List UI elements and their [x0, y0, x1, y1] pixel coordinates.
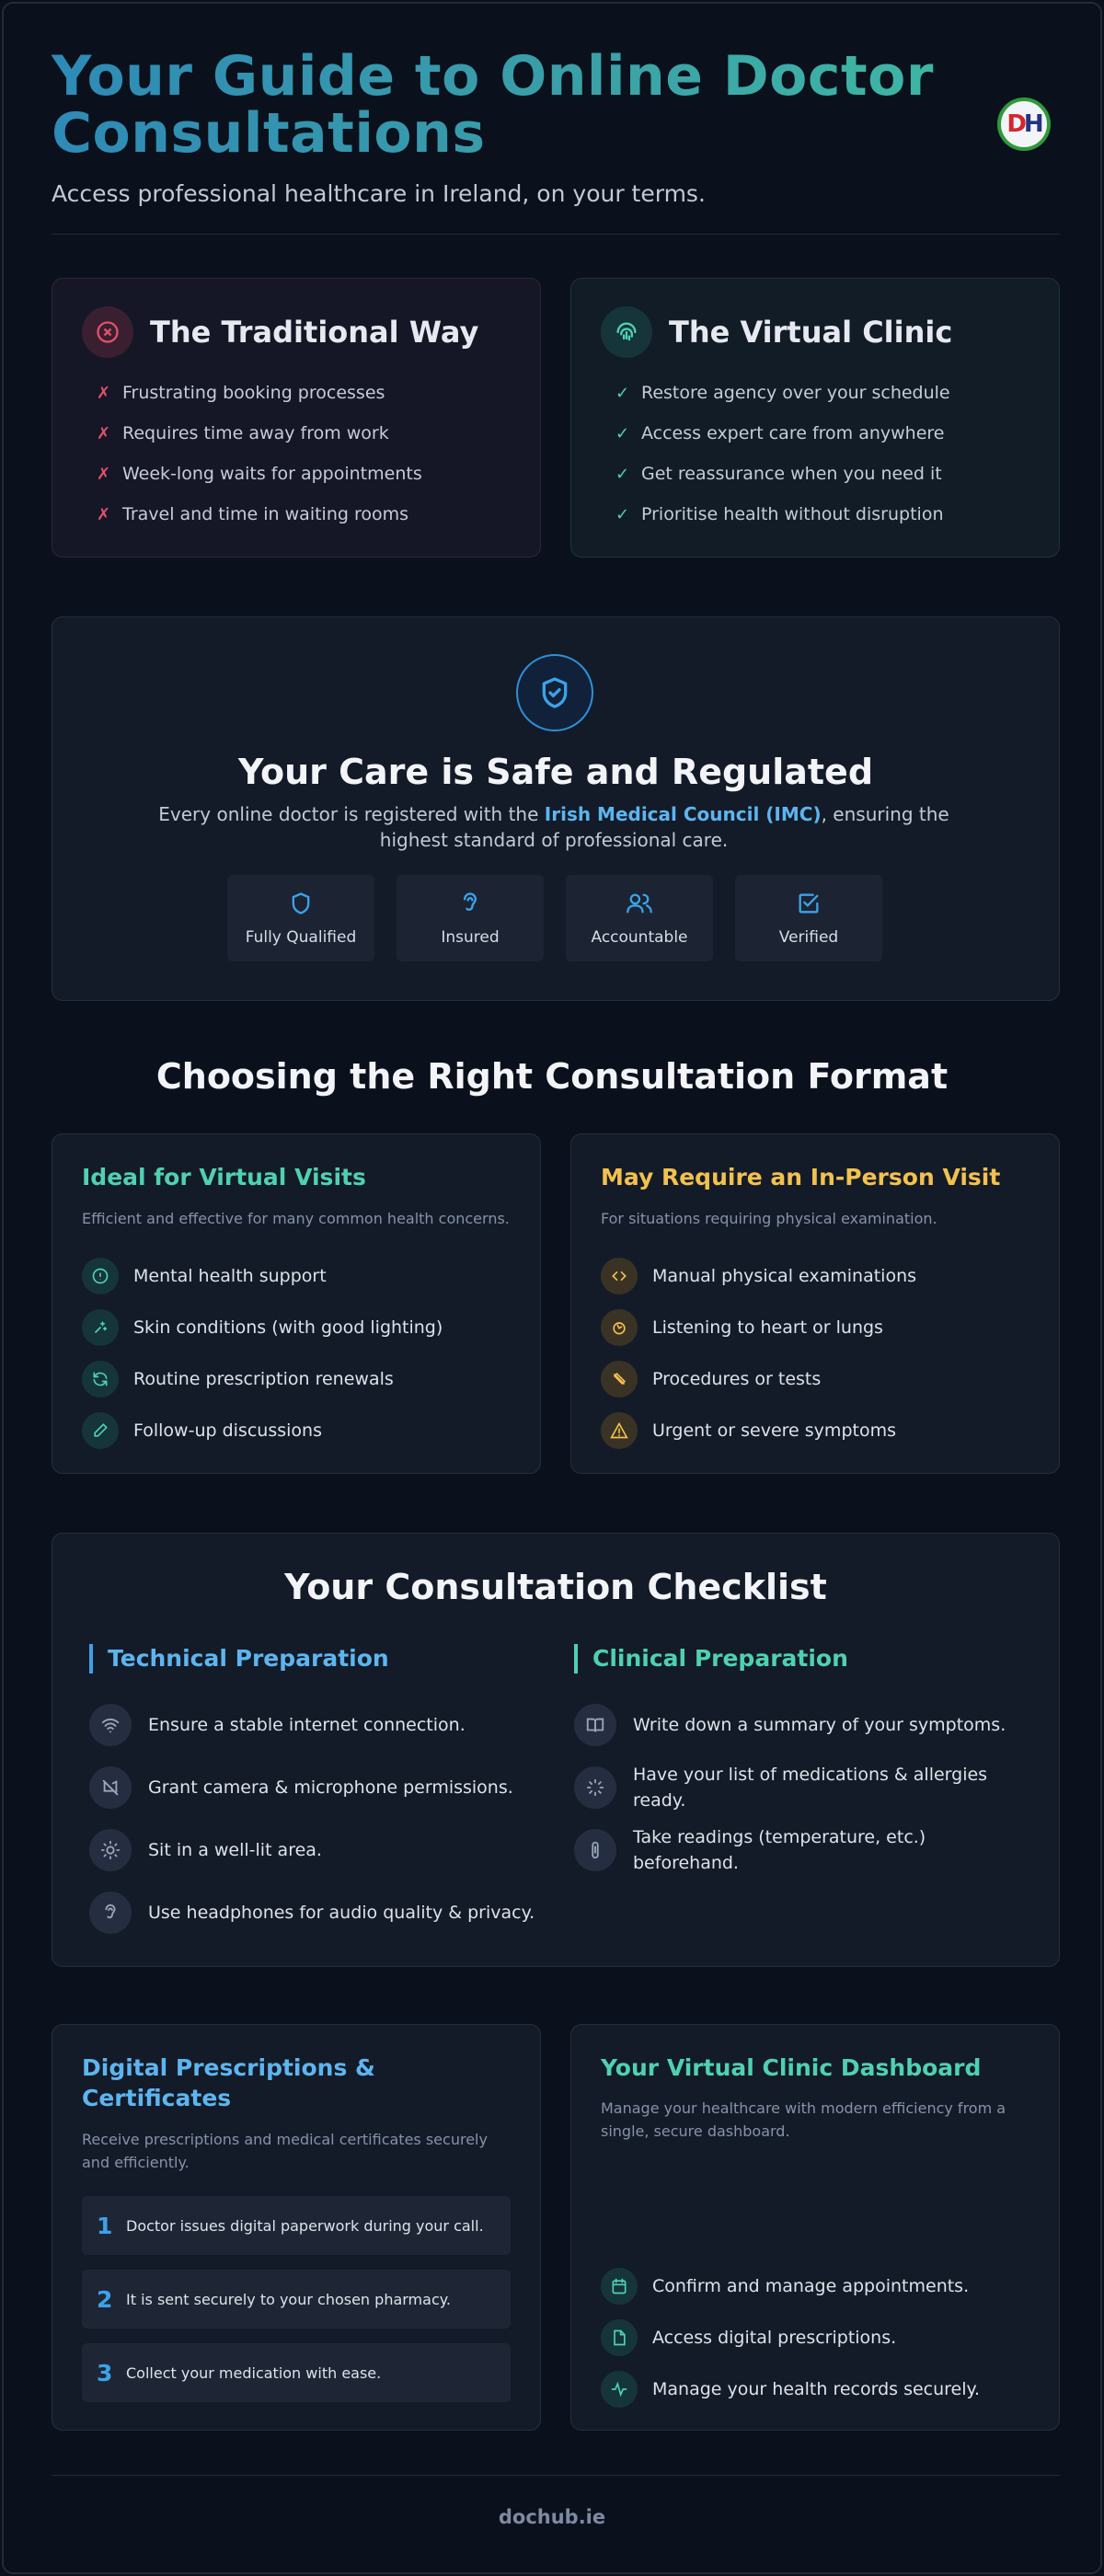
list-item	[601, 2260, 980, 2312]
technical-title: Technical Preparation	[89, 1644, 540, 1673]
list-item-text: Mental health support	[133, 1266, 327, 1286]
badge-verified	[735, 875, 882, 961]
list-item-text: Take readings (temperature, etc.) beforehand.	[633, 1827, 926, 1873]
list-item	[601, 1250, 916, 1302]
safety-text-end: , ensuring the highest standard of professional care.	[379, 803, 949, 851]
stethoscope-icon	[601, 1309, 638, 1346]
check-square-icon	[796, 891, 822, 921]
fingerprint-icon	[601, 306, 652, 358]
step-text: It is sent securely to your chosen pharmacy.	[126, 2290, 452, 2308]
list-item	[601, 1405, 916, 1456]
users-icon	[626, 891, 653, 921]
sun-icon	[89, 1829, 132, 1871]
list-item	[601, 1302, 916, 1353]
thermometer-icon	[574, 1829, 616, 1871]
virtual-clinic-card	[570, 278, 1060, 558]
list-item-text: Ensure a stable internet connection.	[148, 1715, 466, 1735]
page-subtitle: Access professional healthcare in Ireland, on your terms.	[52, 180, 706, 207]
step-item	[82, 2196, 511, 2255]
book-icon	[574, 1704, 616, 1746]
traditional-list	[97, 373, 422, 535]
check-icon: ✓	[615, 504, 630, 524]
check-icon: ✓	[615, 383, 630, 403]
step-item	[82, 2270, 511, 2329]
virtual-visits-title: Ideal for Virtual Visits	[82, 1164, 366, 1190]
list-item	[89, 1819, 540, 1881]
in-person-title: May Require an In-Person Visit	[601, 1164, 1001, 1190]
list-item-text: Grant camera & microphone permissions.	[148, 1777, 513, 1798]
prescriptions-card	[52, 2024, 541, 2431]
list-item	[615, 494, 950, 535]
sparkle-icon	[82, 1309, 119, 1346]
code-icon	[601, 1258, 638, 1294]
list-item	[601, 1353, 916, 1405]
clinical-column	[574, 1644, 1025, 1881]
list-item	[97, 373, 422, 413]
safety-text-start: Every online doctor is registered with the	[158, 803, 545, 825]
formats-title: Choosing the Right Consultation Format	[155, 1056, 949, 1097]
in-person-card	[570, 1133, 1060, 1474]
list-item-text: Listening to heart or lungs	[652, 1317, 883, 1338]
list-item-text: Access digital prescriptions.	[652, 2328, 897, 2348]
cross-icon: ✗	[97, 504, 111, 524]
list-item	[89, 1756, 540, 1819]
cross-icon: ✗	[97, 383, 111, 403]
list-item-text: Confirm and manage appointments.	[652, 2276, 970, 2296]
list-item	[97, 494, 422, 535]
safety-card	[52, 616, 1060, 1001]
x-circle-icon	[82, 306, 133, 358]
list-item	[615, 413, 950, 454]
step-text: Doctor issues digital paperwork during your call.	[126, 2216, 484, 2235]
prescriptions-desc: Receive prescriptions and medical certificates securely and efficiently.	[82, 2131, 488, 2171]
file-icon	[601, 2319, 638, 2356]
technical-column	[89, 1644, 540, 1944]
list-item-text: Frustrating booking processes	[122, 383, 385, 403]
list-item	[89, 1694, 540, 1756]
list-item-text: Get reassurance when you need it	[641, 464, 942, 484]
traditional-way-title: The Traditional Way	[150, 315, 479, 350]
step-item	[82, 2343, 511, 2402]
list-item	[601, 2312, 980, 2363]
virtual-list	[615, 373, 950, 535]
list-item	[574, 1819, 1025, 1881]
wifi-icon	[89, 1704, 132, 1746]
shield-check-icon	[516, 654, 593, 731]
prescriptions-title: Digital Prescriptions & Certificates	[82, 2054, 375, 2111]
virtual-visits-desc: Efficient and effective for many common health concerns.	[82, 1210, 510, 1227]
imc-highlight: Irish Medical Council (IMC)	[544, 803, 822, 825]
list-item-text: Travel and time in waiting rooms	[122, 504, 409, 524]
dashboard-title: Your Virtual Clinic Dashboard	[601, 2054, 982, 2081]
list-item-text: Use headphones for audio quality & privacy.	[148, 1903, 535, 1923]
list-item	[82, 1302, 443, 1353]
list-item-text: Prioritise health without disruption	[641, 504, 944, 524]
badge-label: Verified	[778, 927, 839, 947]
list-item-text: Urgent or severe symptoms	[652, 1420, 896, 1441]
list-item	[97, 454, 422, 494]
safety-title: Your Care is Safe and Regulated	[237, 752, 874, 792]
list-item	[615, 454, 950, 494]
badge-fully-qualified	[227, 875, 374, 961]
list-item	[89, 1881, 540, 1944]
in-person-desc: For situations requiring physical examination.	[601, 1210, 937, 1227]
list-item-text: Routine prescription renewals	[133, 1369, 394, 1389]
refresh-icon	[82, 1361, 119, 1397]
calendar-icon	[601, 2268, 638, 2305]
list-item-text: Week-long waits for appointments	[122, 464, 422, 484]
syringe-icon	[601, 1361, 638, 1397]
checklist-title: Your Consultation Checklist	[284, 1567, 827, 1607]
badge-label: Accountable	[591, 927, 688, 947]
list-item	[615, 373, 950, 413]
list-item	[82, 1405, 443, 1456]
virtual-clinic-title: The Virtual Clinic	[669, 315, 953, 350]
step-number: 2	[97, 2285, 113, 2313]
footer-link[interactable]: dochub.ie	[498, 2506, 606, 2528]
list-item	[574, 1756, 1025, 1819]
header	[52, 44, 1060, 232]
loader-icon	[574, 1766, 616, 1809]
footer-divider	[52, 2475, 1060, 2476]
list-item-text: Access expert care from anywhere	[641, 423, 945, 443]
list-item	[97, 413, 422, 454]
ear-icon	[457, 891, 483, 921]
page-frame	[2, 2, 1102, 2574]
virtual-visits-card	[52, 1133, 541, 1474]
list-item-text: Procedures or tests	[652, 1369, 822, 1389]
checklist-card	[52, 1533, 1060, 1967]
cross-icon: ✗	[97, 423, 111, 443]
activity-icon	[601, 2371, 638, 2408]
dashboard-desc: Manage your healthcare with modern efficiency from a single, secure dashboard.	[601, 2099, 1006, 2140]
brand-logo: D H	[997, 98, 1051, 151]
list-item-text: Skin conditions (with good lighting)	[133, 1317, 443, 1338]
camera-off-icon	[89, 1766, 132, 1809]
check-icon: ✓	[615, 423, 630, 443]
shield-icon	[288, 891, 314, 921]
list-item-text: Manage your health records securely.	[652, 2379, 981, 2399]
page-title: Your Guide to Online Doctor Consultations	[52, 48, 972, 162]
list-item-text: Requires time away from work	[122, 423, 389, 443]
list-item-text: Restore agency over your schedule	[641, 383, 950, 403]
step-number: 1	[97, 2212, 113, 2239]
step-number: 3	[97, 2359, 113, 2386]
pencil-icon	[82, 1412, 119, 1449]
safety-badges	[227, 875, 882, 961]
list-item-text: Follow-up discussions	[133, 1420, 322, 1441]
badge-label: Fully Qualified	[245, 927, 357, 947]
list-item-text: Have your list of medications & allergies ready.	[633, 1765, 988, 1811]
cross-icon: ✗	[97, 464, 111, 484]
step-text: Collect your medication with ease.	[126, 2363, 382, 2382]
badge-insured	[397, 875, 544, 961]
list-item-text: Manual physical examinations	[652, 1266, 917, 1286]
ear-icon	[89, 1892, 132, 1934]
list-item-text: Sit in a well-lit area.	[148, 1840, 322, 1860]
traditional-way-card	[52, 278, 541, 558]
clinical-title: Clinical Preparation	[574, 1644, 1025, 1673]
list-item	[82, 1250, 443, 1302]
list-item-text: Write down a summary of your symptoms.	[633, 1715, 1006, 1735]
alert-circle-icon	[82, 1258, 119, 1294]
badge-accountable	[566, 875, 713, 961]
list-item	[82, 1353, 443, 1405]
list-item	[601, 2363, 980, 2415]
dashboard-card	[570, 2024, 1060, 2431]
list-item	[574, 1694, 1025, 1756]
safety-text	[144, 801, 963, 853]
divider	[52, 234, 1060, 235]
warning-icon	[601, 1412, 638, 1449]
check-icon: ✓	[615, 464, 630, 484]
badge-label: Insured	[441, 927, 500, 947]
